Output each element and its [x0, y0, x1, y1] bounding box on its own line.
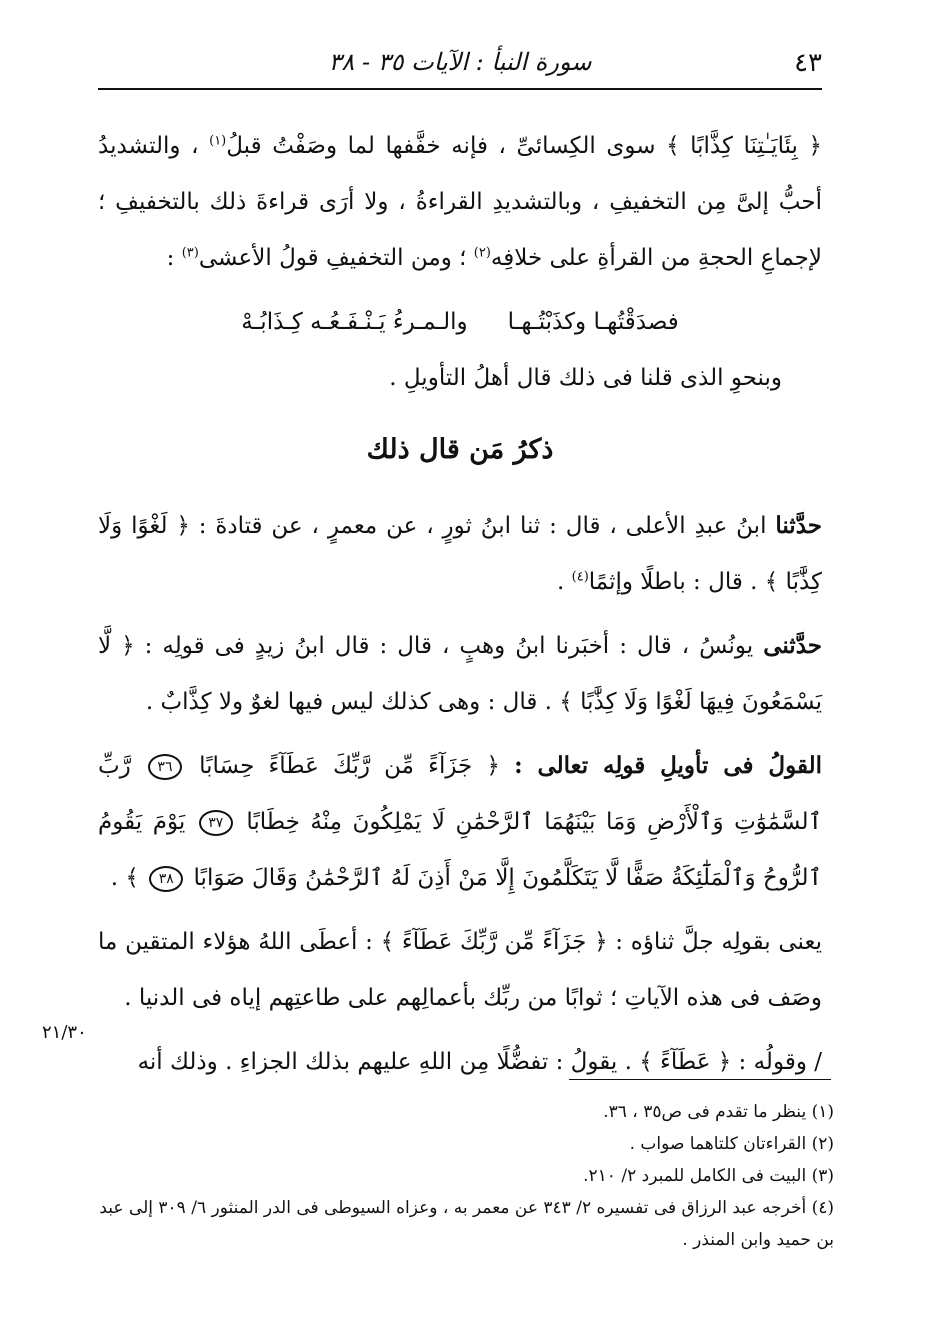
footnote-ref-4: (٤): [571, 569, 589, 585]
header-rule: [98, 88, 822, 90]
p1-text-b: ، والتشديدُ أحبُّ إلىَّ مِن التخفيفِ ، وبالتشديدِ القراءةُ ، ولا أرَى قراءةَ ذلك بالتخفيفِ ؛ لإجماعِ الحجةِ من القرأةِ على خلافِه: [98, 133, 822, 271]
footnote-1: (١) ينظر ما تقدم فى ص٣٥ ، ٣٦.: [603, 1102, 834, 1122]
ayah-number-36: ٣٦: [148, 754, 182, 780]
p3-lead: حدَّثنا: [775, 512, 822, 539]
paragraph-3: [98, 498, 822, 610]
p5-text-a: ﴿ جَزَآءً مِّن رَّبِّكَ عَطَآءً حِسَابًا: [184, 753, 515, 779]
paragraph-5: [98, 738, 822, 906]
running-title: سورة النبأ : الآيات ٣٥ - ٣٨: [328, 48, 592, 76]
margin-volume-reference: ٢١/٣٠: [42, 1022, 87, 1043]
footnotes: [98, 1096, 834, 1256]
p5-text-c: يَوْمَ يَقُومُ ٱلرُّوحُ وَٱلْمَلَٰٓئِكَةُ صَفًّا لَّا يَتَكَلَّمُونَ إِلَّا مَنْ أَذِنَ لَهُ ٱلرَّحْمَٰنُ وَقَالَ صَوَابًا: [98, 809, 822, 891]
footnote-2: (٢) القراءتان كلتاهما صواب .: [629, 1134, 834, 1154]
p1-text-c: ؛ ومن التخفيفِ قولُ الأعشى: [198, 245, 474, 271]
p1-text-a: ﴿ بِئَايَـٰتِنَا كِذَّابًا ﴾ سوى الكِسائىِّ ، فإنه خفَّفها لما وصَفْتُ قبلُ: [226, 133, 822, 159]
page-number: ٤٣: [794, 48, 822, 78]
paragraph-1: [98, 118, 822, 286]
footnote-3: (٣) البيت فى الكامل للمبرد ٢/ ٢١٠.: [583, 1166, 834, 1186]
verse-first-hemistich: فصدَقْتُهـا وكذَبْتُـهـا: [507, 309, 679, 335]
paragraph-7: / وقولُه : ﴿ عَطَآءً ﴾ . يقولُ : تفضُّلًا مِن اللهِ عليهم بذلك الجزاءِ . وذلك أنه: [137, 1049, 822, 1075]
verse-second-hemistich: والـمـرءُ يَـنْـفَـعُـه كِـذَابُـهْ: [241, 309, 468, 335]
p5-text-b: رَّبِّ ٱلسَّمَٰوَٰتِ وَٱلْأَرْضِ وَمَا بَيْنَهُمَا ٱلرَّحْمَٰنِ لَا يَمْلِكُونَ مِنْهُ خِطَابًا: [98, 753, 822, 835]
footnote-4: (٤) أخرجه عبد الرزاق فى تفسيره ٢/ ٣٤٣ عن معمر به ، وعزاه السيوطى فى الدر المنثور ٦/ ٣٠٩ إلى عبد بن حميد وابن المنذر .: [99, 1198, 834, 1250]
footnote-ref-2: (٢): [473, 245, 491, 261]
paragraph-4: [98, 618, 822, 730]
footnote-rule: [569, 1079, 831, 1080]
p4-lead: حدَّثنى: [763, 632, 822, 659]
paragraph-6: يعنى بقولِه جلَّ ثناؤه : ﴿ جَزَآءً مِّن رَّبِّكَ عَطَآءً ﴾ : أعطَى اللهُ هؤلاء المتقين ما وصَف فى هذه الآياتِ ؛ ثوابًا من ربِّك بأعمالِهم على طاعتِهم إياه فى الدنيا .: [98, 929, 822, 1011]
poetry-verse: [98, 294, 822, 350]
p3-text: ابنُ عبدِ الأعلى ، قال : ثنا ابنُ ثورٍ ، عن معمرٍ ، عن قتادةَ : ﴿ لَغْوًا وَلَا كِذَّٰبًا ﴾ . قال : باطلًا وإثمًا: [98, 513, 822, 595]
p3-end: .: [557, 569, 572, 595]
paragraph-2: وبنحوِ الذى قلنا فى ذلك قال أهلُ التأويلِ .: [389, 365, 782, 391]
page-header: [98, 40, 822, 90]
footnote-ref-3: (٣): [181, 245, 199, 261]
p1-text-d: :: [166, 245, 182, 271]
p5-text-d: ﴾ .: [110, 865, 147, 891]
p4-text: يونُسُ ، قال : أخبَرنا ابنُ وهبٍ ، قال : قال ابنُ زيدٍ فى قولِه : ﴿ لَّا يَسْمَعُونَ فِيهَا لَغْوًا وَلَا كِذَّٰبًا ﴾ . قال : وهى كذلك ليس فيها لغوٌ ولا كِذَّابٌ .: [98, 633, 822, 715]
p5-lead: القولُ فى تأويلِ قولِه تعالى :: [514, 752, 822, 779]
ayah-number-37: ٣٧: [199, 810, 233, 836]
section-heading: ذكرُ مَن قال ذلك: [366, 434, 554, 465]
footnote-ref-1: (١): [209, 133, 227, 149]
ayah-number-38: ٣٨: [149, 866, 183, 892]
main-text: [98, 118, 822, 1098]
